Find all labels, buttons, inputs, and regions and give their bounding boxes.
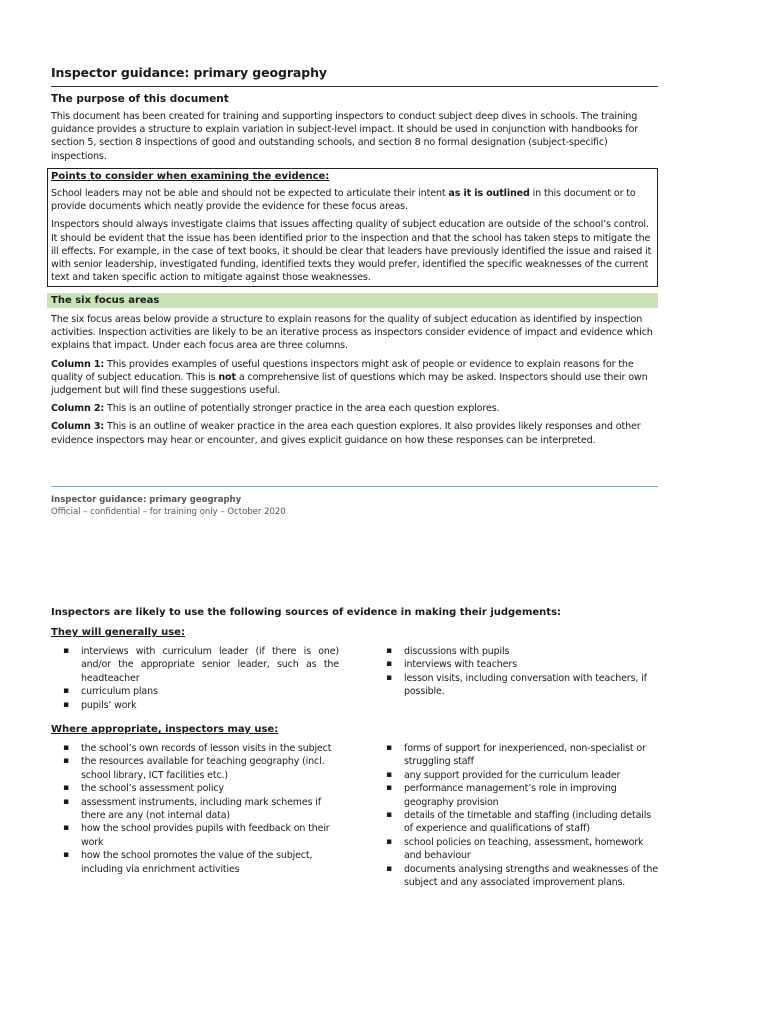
bullet-icon: ▪ xyxy=(63,686,69,697)
may-use-list-right xyxy=(386,742,659,889)
list-item-text: discussions with pupils xyxy=(404,646,510,657)
list-item-text: interviews with teachers xyxy=(404,659,517,671)
column-1-label: Column 1: xyxy=(51,358,105,370)
list-item-text: assessment instruments, including mark schemes if there are any (not internal data) xyxy=(81,796,321,822)
evidence-heading: Inspectors are likely to use the following sources of evidence in making their judgements: xyxy=(51,607,562,618)
bullet-icon: ▪ xyxy=(63,756,69,767)
bullet-icon: ▪ xyxy=(63,783,69,794)
title-divider xyxy=(51,86,658,87)
list-item-text: school policies on teaching, assessment, homework and behaviour xyxy=(404,836,644,862)
points-p1-text-b: in this document or to provide documents which neatly provide the evidence for these focus areas. xyxy=(51,188,636,213)
bullet-icon: ▪ xyxy=(63,850,69,861)
bullet-icon: ▪ xyxy=(386,863,392,874)
points-p1-bold: as it is outlined xyxy=(448,188,530,199)
focus-areas-body xyxy=(51,313,656,447)
list-item xyxy=(386,863,659,890)
may-use-heading: Where appropriate, inspectors may use: xyxy=(51,724,279,735)
list-item-text: the school’s assessment policy xyxy=(81,783,224,795)
bullet-icon: ▪ xyxy=(386,659,392,670)
list-item xyxy=(386,782,659,809)
page-title: Inspector guidance: primary geography xyxy=(51,65,327,80)
list-item-text: the resources available for teaching geography (incl. school library, ICT facilities etc.) xyxy=(81,756,325,781)
focus-intro: The six focus areas below provide a structure to explain reasons for the quality of subject education as identified by inspection activities. Inspection activities are likely to be an iterative process as inspectors consider evidence of impact and evidence which explains that impact. Under each focus area are three columns. xyxy=(51,314,653,352)
list-item-text: interviews with curriculum leader (if there is one) and/or the appropriate senior leader, such as the headteacher xyxy=(81,646,339,684)
footer-divider xyxy=(51,486,658,487)
column-2-text: This is an outline of potentially stronger practice in the area each question explores. xyxy=(104,403,500,415)
list-item-text: forms of support for inexperienced, non-specialist or struggling staff xyxy=(404,743,646,768)
general-use-list-left xyxy=(63,645,339,712)
bullet-icon: ▪ xyxy=(386,769,392,780)
bullet-icon: ▪ xyxy=(63,699,69,710)
list-item-text: how the school promotes the value of the subject, including via enrichment activities xyxy=(81,850,313,875)
column-1-text-a: This provides examples of useful questions inspectors might ask of people or evidence to explain reasons for the quality of subject education. This is xyxy=(51,358,634,383)
list-item-text: performance management’s role in improving geography provision xyxy=(404,783,617,808)
bullet-icon: ▪ xyxy=(63,796,69,807)
column-3-label: Column 3: xyxy=(51,421,105,433)
list-item xyxy=(386,645,659,658)
footer-title: Inspector guidance: primary geography xyxy=(51,495,242,505)
footer-subtitle: Official – confidential – for training only – October 2020 xyxy=(51,507,286,517)
purpose-heading: The purpose of this document xyxy=(51,93,229,105)
bullet-icon: ▪ xyxy=(63,743,69,753)
bullet-icon: ▪ xyxy=(63,823,69,834)
general-use-heading: They will generally use: xyxy=(51,627,185,638)
column-3-text: This is an outline of weaker practice in the area each question explores. It also provides likely responses and other evidence inspectors may hear or encounter, and gives explicit guidance on how these responses can be interpreted. xyxy=(51,421,641,446)
column-1-bold: not xyxy=(218,371,236,383)
column-1-description xyxy=(51,358,656,398)
bullet-icon: ▪ xyxy=(386,783,392,794)
column-1-text-b: a comprehensive list of questions which may be asked. Inspectors should use their own judgement but will find these suggestions useful. xyxy=(51,371,648,397)
points-to-consider-box xyxy=(47,168,658,287)
list-item-text: how the school provides pupils with feedback on their work xyxy=(81,823,330,848)
list-item xyxy=(63,755,339,782)
points-paragraph-1 xyxy=(51,187,654,213)
list-item-text: the school’s own records of lesson visits in the subject xyxy=(81,743,332,754)
bullet-icon: ▪ xyxy=(386,646,392,656)
points-heading: Points to consider when examining the evidence: xyxy=(51,171,330,182)
list-item xyxy=(63,685,339,698)
general-use-list-right xyxy=(386,645,659,699)
purpose-paragraph: This document has been created for training and supporting inspectors to conduct subject deep dives in schools. The training guidance provides a structure to explain variation in subject-level impact. It should be used in conjunction with handbooks for section 5, section 8 inspections of good and outstanding schools, and section 8 no formal designation (subject-specific) inspections. xyxy=(51,111,638,162)
bullet-icon: ▪ xyxy=(386,810,392,821)
list-item-text: documents analysing strengths and weaknesses of the subject and any associated improvement plans. xyxy=(404,863,658,889)
column-2-label: Column 2: xyxy=(51,403,105,415)
may-use-list-left xyxy=(63,742,339,876)
list-item xyxy=(386,742,659,769)
column-2-description xyxy=(51,402,656,415)
list-item xyxy=(63,822,339,849)
list-item xyxy=(386,658,659,671)
bullet-icon: ▪ xyxy=(63,646,69,656)
list-item xyxy=(63,645,339,685)
points-paragraph-2: Inspectors should always investigate claims that issues affecting quality of subject education are outside of the school’s control. It should be evident that the issue has been identified prior to the inspection and that the school has taken steps to mitigate the ill effects. For example, in the case of text books, it should be clear that leaders have previously identified the issue and raised it with senior leadership, investigated funding, identified texts they would prefer, identified the specific weaknesses of the current text and taken specific action to mitigate against those weaknesses. xyxy=(51,219,652,284)
list-item xyxy=(63,796,339,823)
bullet-icon: ▪ xyxy=(386,836,392,847)
list-item xyxy=(386,809,659,836)
list-item-text: any support provided for the curriculum leader xyxy=(404,769,621,781)
column-3-description xyxy=(51,420,656,446)
list-item xyxy=(386,672,659,699)
list-item xyxy=(63,782,339,795)
list-item-text: details of the timetable and staffing (including details of experience and qualifications of staff) xyxy=(404,810,652,835)
list-item xyxy=(63,849,339,876)
list-item-text: pupils’ work xyxy=(81,699,137,711)
list-item xyxy=(63,742,339,755)
list-item-text: lesson visits, including conversation with teachers, if possible. xyxy=(404,672,647,698)
bullet-icon: ▪ xyxy=(386,672,392,683)
focus-areas-heading: The six focus areas xyxy=(47,293,658,308)
points-p1-text-a: School leaders may not be able and should not be expected to articulate their intent xyxy=(51,188,449,199)
list-item xyxy=(63,699,339,712)
list-item xyxy=(386,769,659,782)
bullet-icon: ▪ xyxy=(386,743,392,753)
list-item-text: curriculum plans xyxy=(81,686,158,698)
list-item xyxy=(386,836,659,863)
